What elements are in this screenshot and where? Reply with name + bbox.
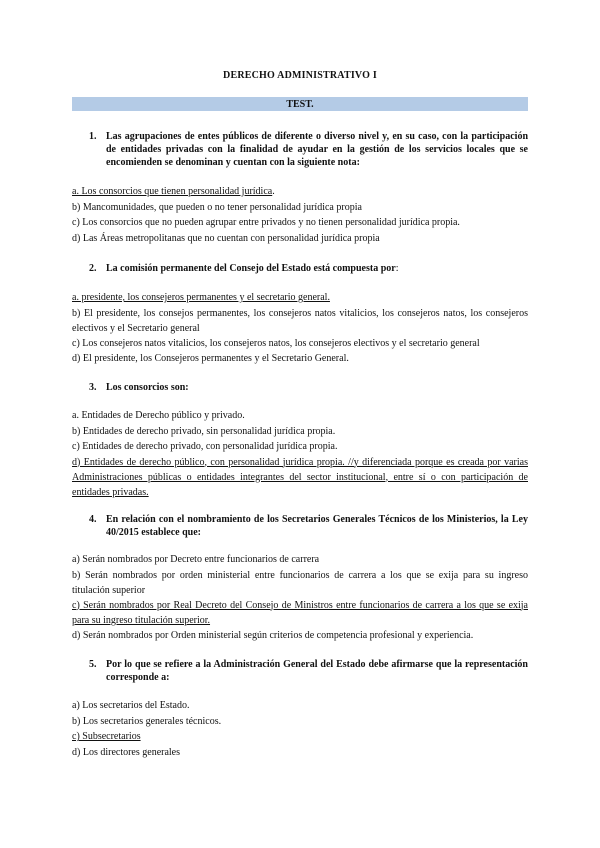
- option-c: [72, 729, 528, 745]
- question-1-prompt: [72, 130, 528, 169]
- question-number: 1.: [89, 131, 97, 142]
- option-a: a) Serán nombrados por Decreto entre funcionarios de carrera: [72, 554, 320, 565]
- document-title: DERECHO ADMINISTRATIVO I: [223, 70, 377, 81]
- question-5-options: [72, 698, 528, 760]
- correct-answer: a. presidente, los consejeros permanentes y el secretario general.: [72, 292, 330, 303]
- option-b: b) Los secretarios generales técnicos.: [72, 715, 222, 727]
- question-number: 2.: [89, 263, 97, 274]
- question-text: Las agrupaciones de entes públicos de diferente o diverso nivel y, en su caso, con la participación de entidades privadas con la finalidad de ayudar en la gestión de los servicios locales que se encomienden se denominan y cuentan con la siguiente nota:: [106, 131, 528, 168]
- question-2-options: [72, 290, 528, 367]
- question-number: 3.: [89, 382, 97, 393]
- question-text: La comisión permanente del Consejo del Estado está compuesta por:: [106, 263, 399, 274]
- question-4-prompt: [72, 513, 528, 539]
- question-5: [72, 658, 528, 760]
- option-c: c) Los consejeros natos vitalicios, los consejeros natos, los consejeros electivos y el secretario general: [72, 337, 480, 349]
- option-b: b) Serán nombrados por orden ministerial entre funcionarios de carrera a los que se exija para su ingreso titulación superior: [72, 569, 528, 596]
- option-b: b) Entidades de derecho privado, sin personalidad jurídica propia.: [72, 425, 336, 437]
- test-banner: TEST.: [72, 97, 528, 111]
- question-1: [72, 130, 528, 246]
- option-a: [72, 290, 528, 306]
- question-text: Los consorcios son:: [106, 382, 189, 393]
- correct-answer: c) Serán nombrados por Real Decreto del Consejo de Ministros entre funcionarios de carrera a los que se exija para su ingreso titulación superior.: [72, 599, 528, 626]
- question-text: En relación con el nombramiento de los Secretarios Generales Técnicos de los Ministerios, la Ley 40/2015 establece que:: [106, 514, 528, 538]
- option-d: d) El presidente, los Consejeros permanentes y el Secretario General.: [72, 353, 349, 364]
- option-a: a. Entidades de Derecho público y privado.: [72, 410, 245, 421]
- option-c: c) Los consorcios que no pueden agrupar entre privados y no tienen personalidad jurídica propia.: [72, 217, 460, 228]
- option-d: d) Serán nombrados por Orden ministerial según criterios de competencia profesional y experiencia.: [72, 629, 474, 641]
- option-b: b) Mancomunidades, que pueden o no tener personalidad jurídica propia: [72, 201, 362, 213]
- question-4-options: [72, 552, 528, 643]
- option-c: [72, 598, 528, 628]
- document-header: [72, 70, 528, 131]
- question-3-prompt: [72, 381, 528, 394]
- question-number: 5.: [89, 659, 97, 670]
- question-4: [72, 513, 528, 643]
- correct-answer: a. Los consorcios que tienen personalidad jurídica: [72, 186, 273, 197]
- option-d: d) Las Áreas metropolitanas que no cuentan con personalidad jurídica propia: [72, 232, 380, 244]
- question-3-options: [72, 408, 528, 500]
- option-d: d) Los directores generales: [72, 746, 181, 758]
- option-a: a. Los consorcios que tienen personalidad jurídica.: [72, 186, 275, 197]
- question-2: [72, 262, 528, 367]
- option-a: a) Los secretarios del Estado.: [72, 700, 190, 711]
- correct-answer: d) Entidades de derecho público, con personalidad jurídica propia. //y diferenciada porque es creada por varias Administraciones públicas o entidades integrantes del sector institucional, entre sí o con participación de entidades privadas.: [72, 456, 528, 498]
- question-1-options: [72, 184, 528, 246]
- option-c: c) Entidades de derecho privado, con personalidad jurídica propia.: [72, 441, 338, 452]
- option-d: [72, 455, 528, 500]
- question-number: 4.: [89, 514, 97, 525]
- question-2-prompt: [72, 262, 528, 275]
- option-b: b) El presidente, los consejos permanentes, los consejeros natos vitalicios, los consejeros natos, los consejeros electivos y el Secretario general: [72, 307, 528, 334]
- question-5-prompt: [72, 658, 528, 684]
- correct-answer: c) Subsecretarios: [72, 731, 141, 742]
- question-3: [72, 381, 528, 500]
- question-text: Por lo que se refiere a la Administración General del Estado debe afirmarse que la representación corresponde a:: [106, 659, 528, 683]
